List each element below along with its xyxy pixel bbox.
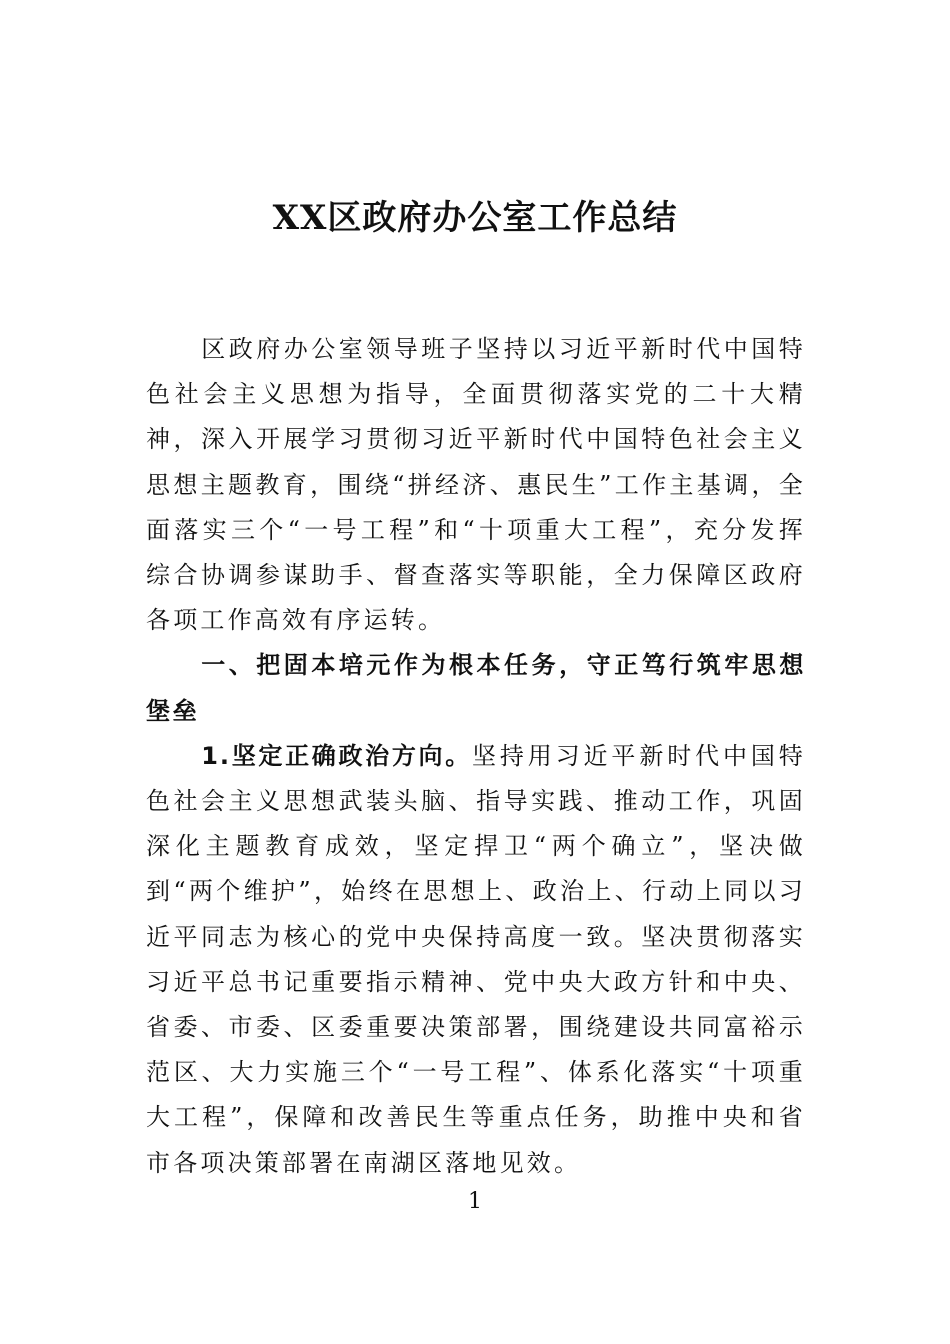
document-title: XX区政府办公室工作总结 <box>272 198 678 238</box>
item-title: 1.坚定正确政治方向。 <box>201 741 472 770</box>
item-body: 坚持用习近平新时代中国特色社会主义思想武装头脑、指导实践、推动工作，巩固深化主题教育成效，坚定捍卫“两个确立”，坚决做到“两个维护”，始终在思想上、政治上、行动上同以习近平同志为核心的党中央保持高度一致。坚决贯彻落实习近平总书记重要指示精神、党中央大政方针和中央、省委、市委、区委重要决策部署，围绕建设共同富裕示范区、大力实施三个“一号工程”、体系化落实“十项重大工程”，保障和改善民生等重点任务，助推中央和省市各项决策部署在南湖区落地见效。 <box>146 741 806 1177</box>
page-number: 1 <box>468 1189 482 1214</box>
document-body <box>146 327 806 1186</box>
intro-paragraph: 区政府办公室领导班子坚持以习近平新时代中国特色社会主义思想为指导，全面贯彻落实党的二十大精神，深入开展学习贯彻习近平新时代中国特色社会主义思想主题教育，围绕“拼经济、惠民生”工作主基调，全面落实三个“一号工程”和“十项重大工程”，充分发挥综合协调参谋助手、督查落实等职能，全力保障区政府各项工作高效有序运转。 <box>146 335 806 635</box>
section-heading: 一、把固本培元作为根本任务，守正笃行筑牢思想堡垒 <box>146 651 806 725</box>
item-paragraph <box>146 734 806 1186</box>
